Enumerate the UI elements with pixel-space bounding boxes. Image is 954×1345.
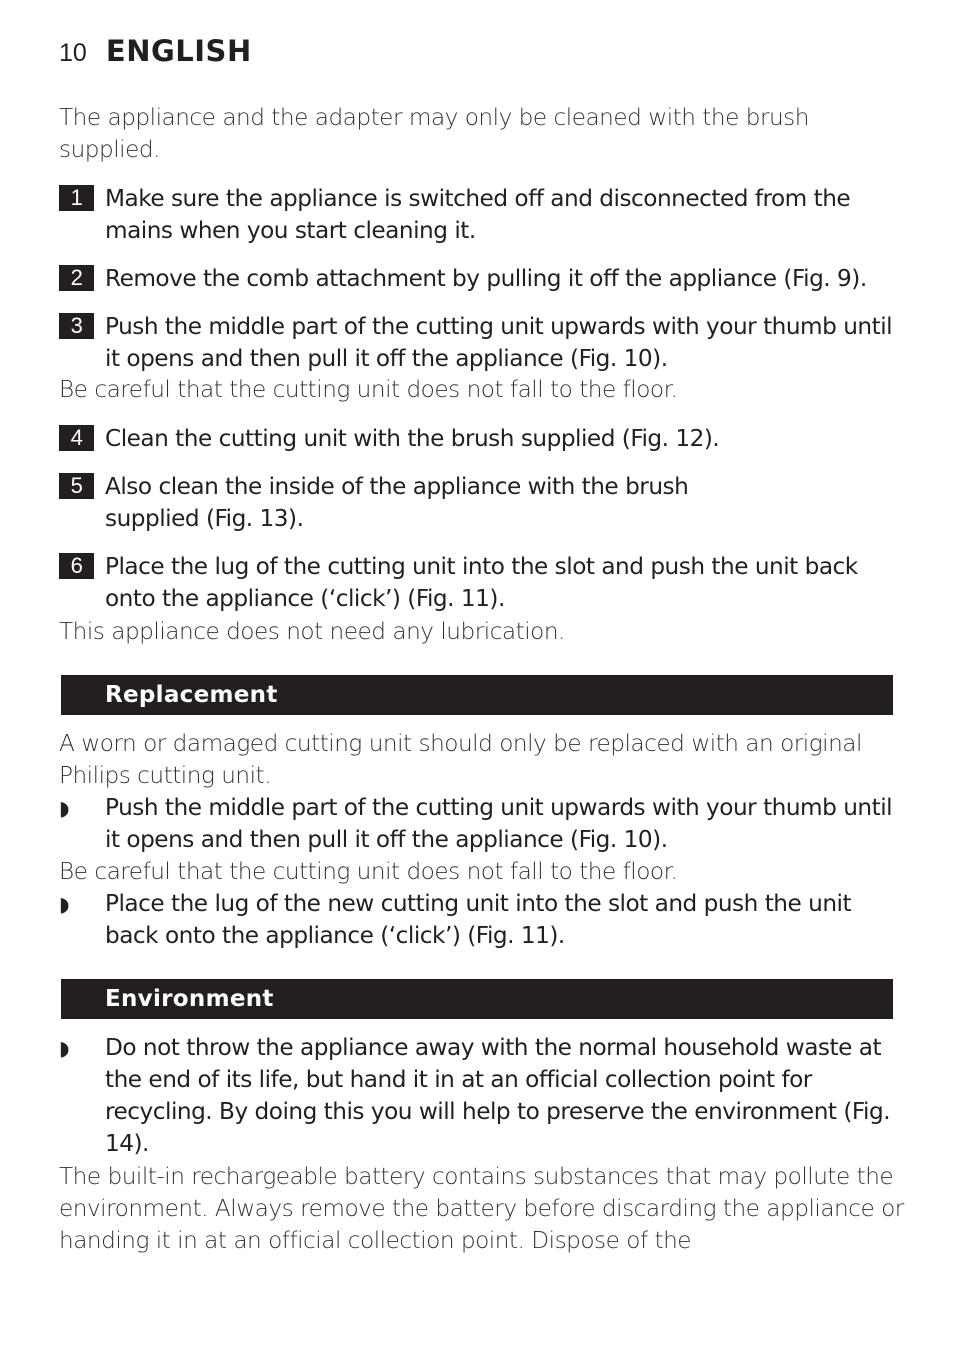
- step-text: Place the lug of the cutting unit into the slot and push the unit back onto the appliance (‘click’) (Fig. 11).: [105, 553, 858, 612]
- battery-paragraph: The built-in rechargeable battery contains substances that may pollute the environment. Always remove the battery before discarding the appliance or handing it in at an official collection point. Dispose of the: [59, 1163, 904, 1254]
- bullet-icon: ◗: [59, 1036, 70, 1060]
- step-text: Clean the cutting unit with the brush supplied (Fig. 12).: [105, 425, 720, 452]
- bullet-icon: ◗: [59, 796, 70, 820]
- step-number-badge: 5: [59, 473, 94, 499]
- step-text: Remove the comb attachment by pulling it off the appliance (Fig. 9).: [105, 265, 867, 292]
- section-language-title: ENGLISH: [105, 34, 252, 68]
- step-number-badge: 4: [59, 425, 94, 451]
- bullet-text: Push the middle part of the cutting unit upwards with your thumb until it opens and then pull it off the appliance (Fig. 10).: [105, 794, 893, 853]
- bullet-text: Do not throw the appliance away with the normal household waste at the end of its life, but hand it in at an official collection point for recycling. By doing this you will help to preserve the environment (Fig. 14).: [105, 1034, 891, 1157]
- intro-paragraph: The appliance and the adapter may only be cleaned with the brush supplied.: [59, 104, 809, 163]
- bullet-text: Place the lug of the new cutting unit into the slot and push the unit back onto the appliance (‘click’) (Fig. 11).: [105, 890, 852, 949]
- step-text: Make sure the appliance is switched off and disconnected from the mains when you start cleaning it.: [105, 185, 851, 244]
- environment-heading-bar: [61, 979, 893, 1019]
- step-text: Push the middle part of the cutting unit upwards with your thumb until it opens and then pull it off the appliance (Fig. 10).: [105, 313, 893, 372]
- step-text: Also clean the inside of the appliance with the brush supplied (Fig. 13).: [105, 473, 689, 532]
- replacement-floor-note: Be careful that the cutting unit does not fall to the floor.: [59, 858, 678, 885]
- replacement-heading: Replacement: [105, 682, 278, 708]
- environment-heading: Environment: [105, 986, 274, 1012]
- step-number-badge: 2: [59, 265, 94, 291]
- replacement-intro: A worn or damaged cutting unit should only be replaced with an original Philips cutting unit.: [59, 730, 862, 789]
- step-number-badge: 3: [59, 313, 94, 339]
- bullet-icon: ◗: [59, 892, 70, 916]
- step-number-badge: 6: [59, 553, 94, 579]
- lubrication-note: This appliance does not need any lubrication.: [59, 618, 565, 645]
- page-header: [59, 34, 252, 74]
- replacement-heading-bar: [61, 675, 893, 715]
- floor-warning-note: Be careful that the cutting unit does not fall to the floor.: [59, 376, 678, 403]
- page-number: 10: [59, 39, 87, 67]
- step-number-badge: 1: [59, 185, 94, 211]
